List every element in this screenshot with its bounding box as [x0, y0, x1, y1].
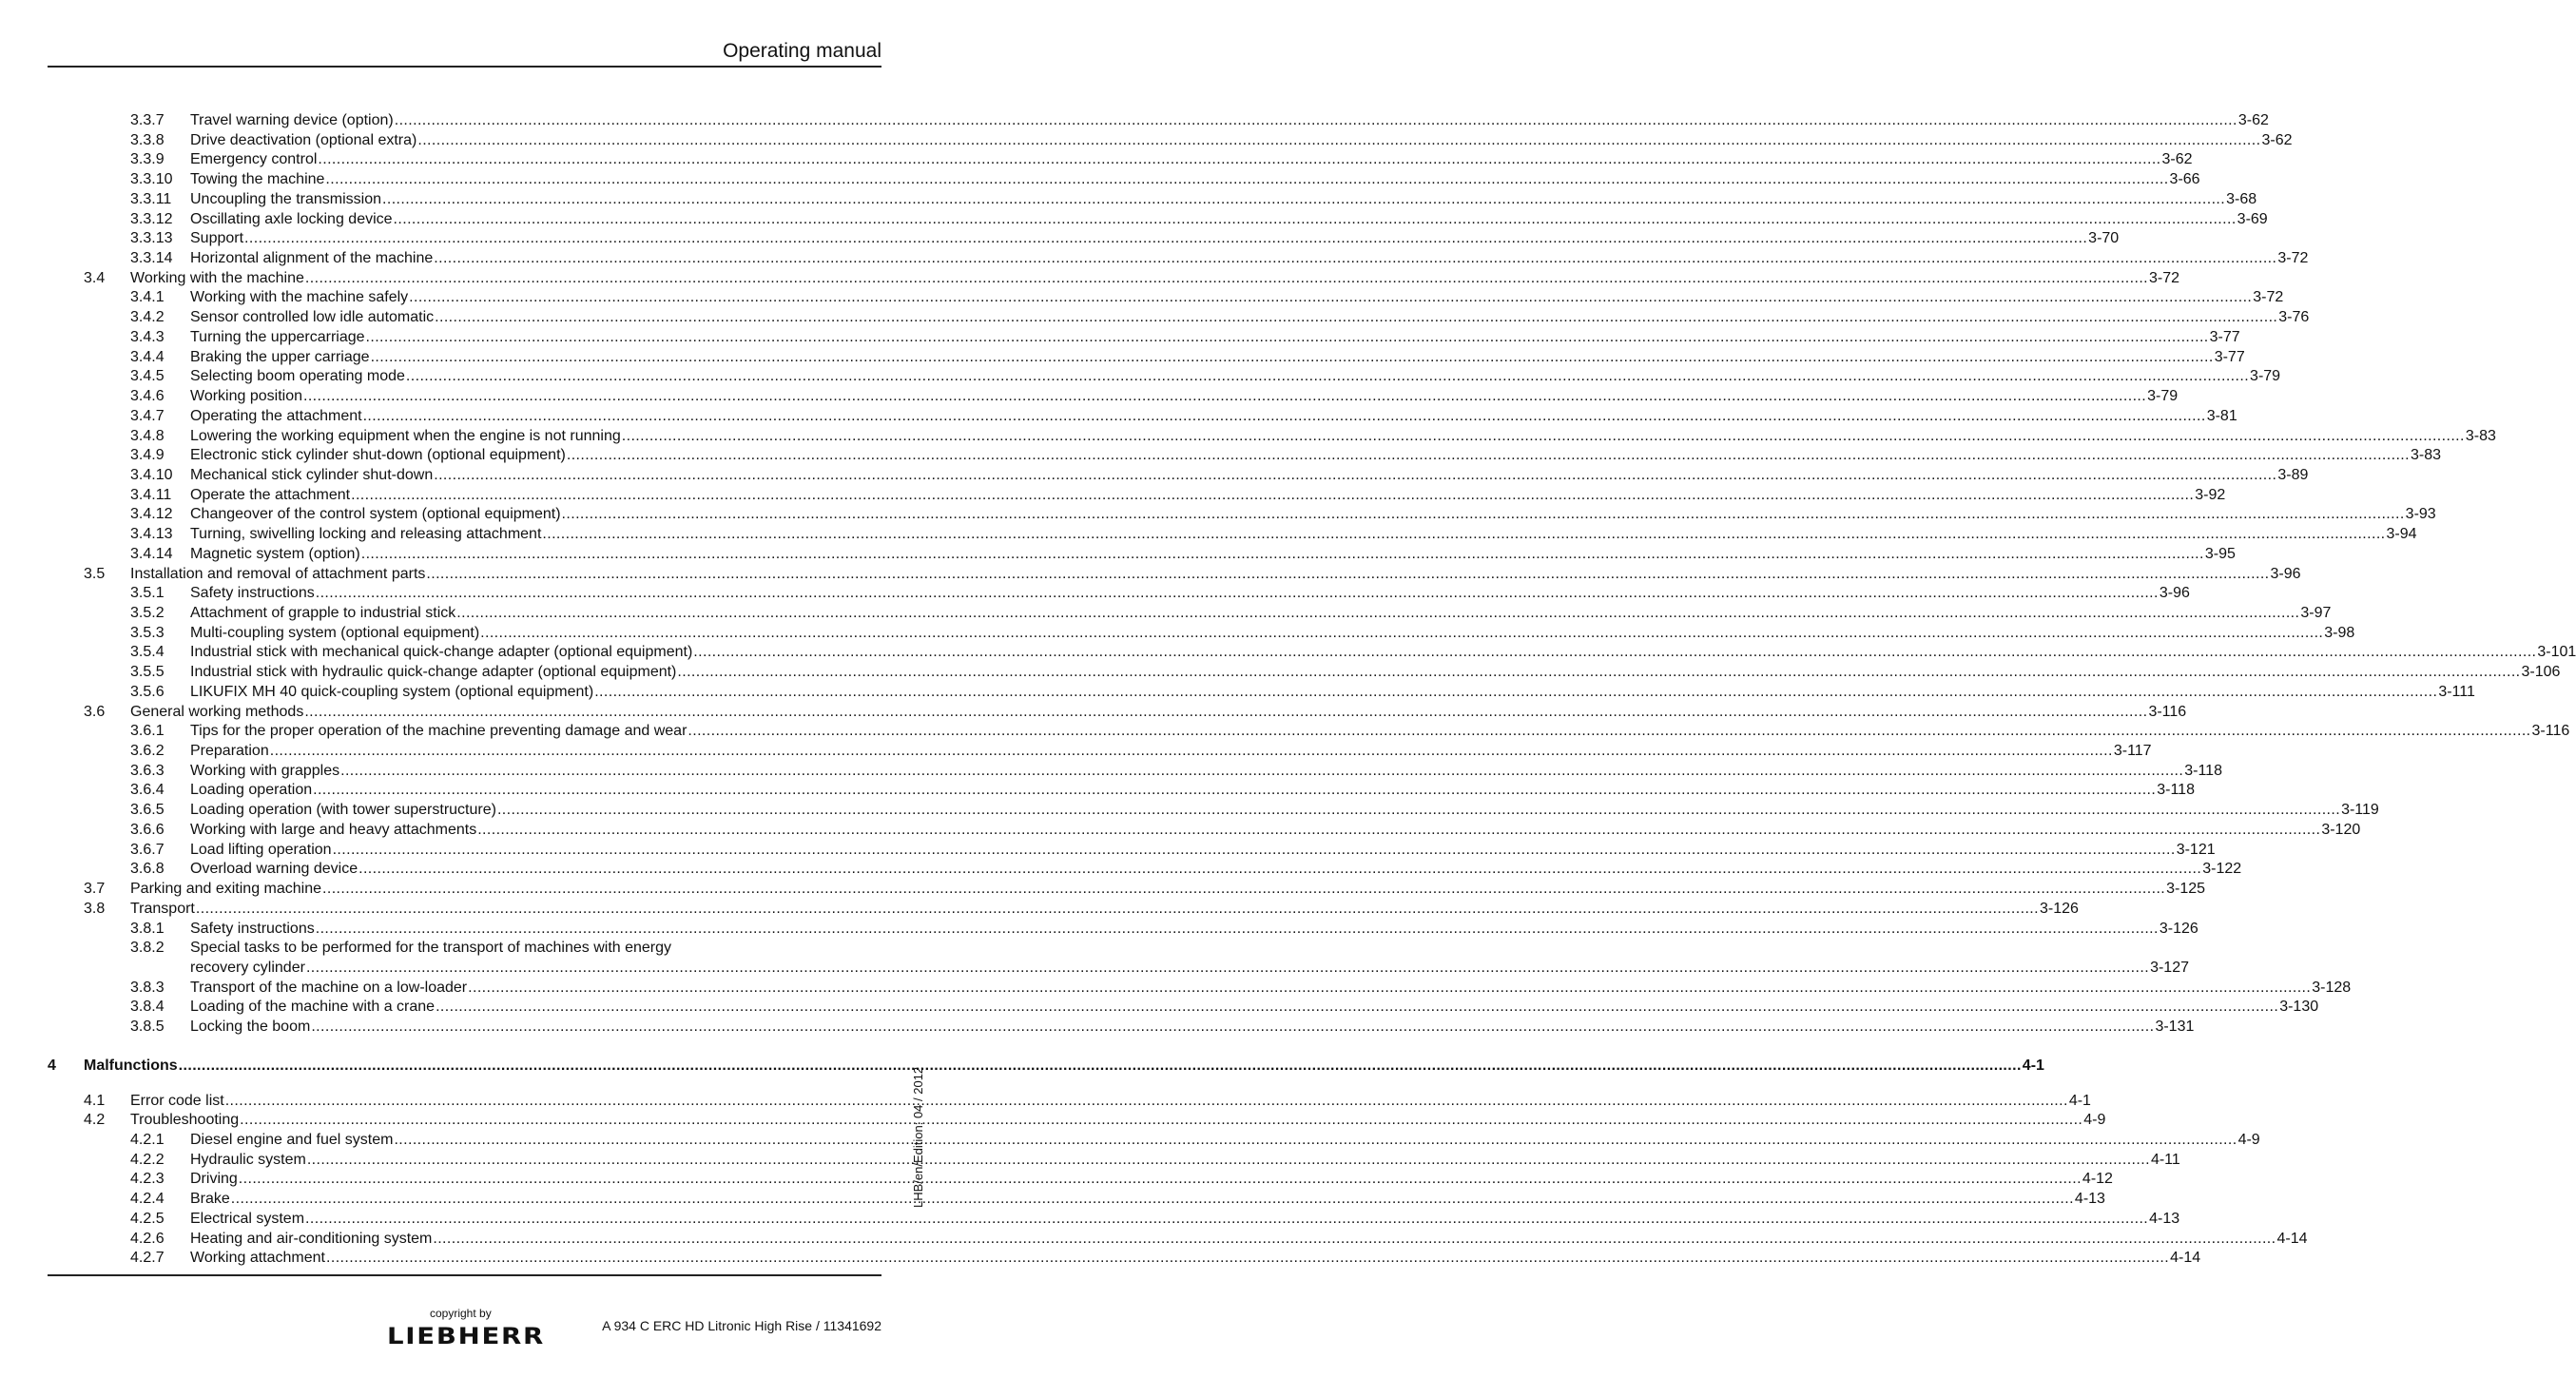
toc-page-number: 3-116	[2148, 703, 2187, 720]
toc-number: 3.6.5	[130, 802, 165, 819]
toc-entry[interactable]	[190, 722, 2570, 741]
toc-title: Lowering the working equipment when the engine is not running	[190, 427, 621, 444]
toc-title: Loading operation (with tower superstructure)	[190, 802, 496, 819]
toc-leader-dots: ................................................................................................................................................................................................................................................................................................................................................................................................................	[224, 1092, 2068, 1109]
toc-entry[interactable]	[190, 466, 2309, 485]
toc-page-number: 3-79	[2147, 388, 2179, 405]
toc-title: Sensor controlled low idle automatic	[190, 309, 435, 326]
toc-entry[interactable]	[190, 801, 2379, 820]
toc-leader-dots: ................................................................................................................................................................................................................................................................................................................................................................................................................	[417, 131, 2261, 148]
toc-leader-dots: ................................................................................................................................................................................................................................................................................................................................................................................................................	[436, 999, 2279, 1016]
toc-leader-dots: ................................................................................................................................................................................................................................................................................................................................................................................................................	[456, 605, 2300, 621]
toc-number: 3.4	[84, 269, 106, 286]
toc-page-number: 3-70	[2088, 230, 2120, 247]
toc-entry[interactable]	[190, 1210, 2180, 1229]
toc-page-number: 3-111	[2438, 683, 2475, 700]
toc-leader-dots: ................................................................................................................................................................................................................................................................................................................................................................................................................	[269, 743, 2113, 760]
toc-number: 3.4.12	[130, 506, 173, 523]
toc-page-number: 4-13	[2074, 1191, 2105, 1208]
toc-entry[interactable]	[190, 150, 2193, 169]
toc-leader-dots: ................................................................................................................................................................................................................................................................................................................................................................................................................	[434, 466, 2277, 483]
toc-number: 3.3.12	[130, 210, 173, 227]
toc-leader-dots: ................................................................................................................................................................................................................................................................................................................................................................................................................	[677, 664, 2521, 681]
toc-leader-dots: ................................................................................................................................................................................................................................................................................................................................................................................................................	[693, 644, 2537, 661]
toc-page-number: 3-83	[2465, 427, 2496, 444]
toc-entry[interactable]	[190, 998, 2319, 1017]
toc-leader-dots: ................................................................................................................................................................................................................................................................................................................................................................................................................	[315, 585, 2159, 602]
toc-leader-dots: ................................................................................................................................................................................................................................................................................................................................................................................................................	[305, 959, 2150, 976]
toc-leader-dots: ................................................................................................................................................................................................................................................................................................................................................................................................................	[362, 407, 2206, 424]
toc-page-number: 4-9	[2237, 1132, 2260, 1148]
toc-leader-dots: ................................................................................................................................................................................................................................................................................................................................................................................................................	[433, 1230, 2276, 1247]
toc-entry[interactable]	[130, 269, 2180, 288]
toc-page-number: 4-13	[2149, 1210, 2180, 1227]
toc-title: Working with the machine	[130, 269, 304, 286]
toc-leader-dots: ................................................................................................................................................................................................................................................................................................................................................................................................................	[311, 1019, 2155, 1036]
toc-entry[interactable]	[130, 880, 2206, 899]
toc-entry[interactable]	[130, 565, 2301, 584]
toc-entry[interactable]	[190, 762, 2222, 781]
toc-number: 3.4.9	[130, 447, 165, 464]
toc-leader-dots: ................................................................................................................................................................................................................................................................................................................................................................................................................	[315, 920, 2159, 937]
toc-number: 3.8.5	[130, 1019, 165, 1036]
toc-title: Oscillating axle locking device	[190, 210, 393, 227]
toc-title: Locking the boom	[190, 1019, 311, 1036]
toc-number: 3.3.11	[130, 190, 172, 207]
toc-page-number: 3-116	[2531, 723, 2570, 740]
toc-leader-dots: ................................................................................................................................................................................................................................................................................................................................................................................................................	[332, 841, 2176, 858]
toc-number: 4.1	[84, 1092, 106, 1109]
toc-number: 4	[48, 1057, 56, 1074]
toc-number: 3.4.6	[130, 388, 165, 405]
edition-label: LHB/en/Edition: 04 / 2012	[911, 1066, 925, 1208]
toc-entry[interactable]	[190, 604, 2332, 623]
toc-title: Transport of the machine on a low-loader	[190, 979, 468, 996]
toc-number: 3.6	[84, 703, 106, 720]
toc-page-number: 3-69	[2237, 210, 2268, 227]
toc-entry[interactable]	[190, 781, 2195, 800]
toc-title: Braking the upper carriage	[190, 348, 370, 365]
toc-title: Uncoupling the transmission	[190, 190, 381, 207]
toc-entry[interactable]	[190, 821, 2361, 840]
toc-title: Operating the attachment	[190, 407, 362, 424]
toc-page-number: 3-131	[2155, 1019, 2195, 1036]
toc-entry[interactable]	[190, 288, 2284, 307]
toc-entry[interactable]	[190, 1230, 2308, 1249]
toc-page-number: 3-68	[2226, 190, 2257, 207]
toc-title: Turning, swivelling locking and releasing attachment	[190, 526, 542, 543]
toc-entry[interactable]	[190, 190, 2257, 209]
toc-page-number: 3-62	[2237, 112, 2269, 128]
toc-title: Horizontal alignment of the machine	[190, 250, 434, 267]
toc-title: Parking and exiting machine	[130, 881, 322, 898]
toc-page-number: 3-76	[2278, 309, 2310, 326]
copyright-text: copyright by	[430, 1307, 492, 1320]
toc-title: Transport	[130, 900, 195, 917]
toc-entry[interactable]	[190, 525, 2417, 544]
toc-page-number: 3-66	[2169, 171, 2200, 188]
toc-number: 3.3.7	[130, 112, 165, 128]
toc-leader-dots: ................................................................................................................................................................................................................................................................................................................................................................................................................	[561, 506, 2405, 523]
toc-title: Malfunctions	[84, 1057, 178, 1074]
toc-title: Electrical system	[190, 1210, 305, 1227]
header-title: Operating manual	[723, 40, 881, 62]
toc-title-line: Special tasks to be performed for the transport of machines with energy	[190, 940, 672, 957]
toc-number: 3.4.7	[130, 407, 165, 424]
toc-leader-dots: ................................................................................................................................................................................................................................................................................................................................................................................................................	[230, 1191, 2074, 1208]
toc-title: Loading operation	[190, 782, 313, 799]
toc-number: 3.4.11	[130, 486, 172, 503]
toc-entry[interactable]	[190, 979, 2352, 998]
toc-number: 3.4.1	[130, 289, 165, 306]
toc-leader-dots: ................................................................................................................................................................................................................................................................................................................................................................................................................	[566, 447, 2410, 464]
toc-entry[interactable]	[130, 703, 2187, 722]
toc-leader-dots: ................................................................................................................................................................................................................................................................................................................................................................................................................	[195, 900, 2039, 917]
toc-page-number: 3-126	[2040, 900, 2079, 917]
toc-number: 3.6.4	[130, 782, 165, 799]
toc-title: Multi-coupling system (optional equipment)	[190, 624, 480, 641]
toc-leader-dots: ................................................................................................................................................................................................................................................................................................................................................................................................................	[393, 210, 2237, 227]
toc-page-number: 3-118	[2184, 762, 2222, 779]
toc-number: 3.4.13	[130, 526, 173, 543]
toc-page-number: 4-1	[2068, 1092, 2091, 1109]
toc-page-number: 3-62	[2161, 151, 2193, 168]
toc-number: 4.2.1	[130, 1132, 165, 1148]
toc-number: 3.8.2	[130, 940, 165, 957]
toc-leader-dots: ................................................................................................................................................................................................................................................................................................................................................................................................................	[434, 250, 2277, 267]
toc-leader-dots: ................................................................................................................................................................................................................................................................................................................................................................................................................	[304, 269, 2149, 286]
toc-page-number: 4-1	[2022, 1057, 2044, 1074]
toc-page-number: 4-12	[2082, 1171, 2113, 1188]
toc-title: Driving	[190, 1171, 238, 1188]
toc-entry[interactable]	[190, 584, 2190, 603]
toc-number: 3.4.5	[130, 368, 165, 385]
toc-page-number: 3-96	[2270, 565, 2301, 582]
toc-title: Error code list	[130, 1092, 224, 1109]
toc-leader-dots: ................................................................................................................................................................................................................................................................................................................................................................................................................	[340, 762, 2184, 779]
toc-number: 4.2.3	[130, 1171, 165, 1188]
toc-title: Attachment of grapple to industrial stick	[190, 605, 456, 621]
toc-entry[interactable]	[190, 1170, 2113, 1189]
toc-leader-dots: ................................................................................................................................................................................................................................................................................................................................................................................................................	[318, 151, 2161, 168]
toc-leader-dots: ................................................................................................................................................................................................................................................................................................................................................................................................................	[305, 1210, 2149, 1227]
toc-page-number: 3-106	[2521, 664, 2561, 681]
toc-title: Load lifting operation	[190, 841, 332, 858]
toc-page-number: 3-77	[2214, 348, 2245, 365]
toc-title: Hydraulic system	[190, 1151, 306, 1168]
toc-number: 3.5.1	[130, 585, 165, 602]
toc-entry[interactable]	[190, 742, 2152, 761]
toc-page-number: 3-122	[2202, 861, 2242, 878]
toc-leader-dots: ................................................................................................................................................................................................................................................................................................................................................................................................................	[313, 782, 2157, 799]
toc-leader-dots: ................................................................................................................................................................................................................................................................................................................................................................................................................	[435, 309, 2278, 326]
toc-page-number: 3-72	[2277, 250, 2309, 267]
toc-entry[interactable]	[190, 427, 2496, 446]
toc-page-number: 3-72	[2149, 269, 2180, 286]
toc-number: 4.2.2	[130, 1151, 165, 1168]
toc-entry[interactable]	[190, 1249, 2201, 1268]
toc-page-number: 4-14	[2170, 1250, 2201, 1267]
toc-entry[interactable]	[190, 111, 2269, 130]
toc-number: 3.5.6	[130, 683, 165, 700]
toc-entry[interactable]	[130, 1092, 2091, 1111]
toc-entry[interactable]	[190, 308, 2310, 327]
toc-page-number: 3-79	[2250, 368, 2281, 385]
toc-number: 3.5.4	[130, 644, 165, 661]
toc-number: 3.5.3	[130, 624, 165, 641]
toc-title: Safety instructions	[190, 585, 315, 602]
toc-number: 3.3.14	[130, 250, 173, 267]
toc-title: Operate the attachment	[190, 486, 351, 503]
toc-entry[interactable]	[190, 1131, 2260, 1150]
toc-leader-dots: ................................................................................................................................................................................................................................................................................................................................................................................................................	[426, 565, 2270, 582]
toc-title: Drive deactivation (optional extra)	[190, 131, 417, 148]
toc-entry[interactable]	[190, 328, 2240, 347]
toc-title: Loading of the machine with a crane	[190, 999, 436, 1016]
toc-leader-dots: ................................................................................................................................................................................................................................................................................................................................................................................................................	[240, 1112, 2083, 1129]
toc-entry[interactable]	[190, 486, 2226, 505]
toc-page-number: 3-96	[2159, 585, 2190, 602]
toc-page-number: 3-130	[2279, 999, 2319, 1016]
toc-leader-dots: ................................................................................................................................................................................................................................................................................................................................................................................................................	[178, 1057, 2022, 1074]
toc-entry[interactable]	[190, 860, 2242, 879]
toc-title: Turning the uppercarriage	[190, 328, 365, 345]
toc-entry[interactable]	[190, 210, 2268, 229]
toc-number: 3.6.1	[130, 723, 165, 740]
toc-number: 4.2.5	[130, 1210, 165, 1227]
toc-title: Working attachment	[190, 1250, 325, 1267]
toc-page-number: 4-9	[2083, 1112, 2106, 1129]
toc-page-number: 3-125	[2166, 881, 2206, 898]
toc-title: Preparation	[190, 743, 269, 760]
toc-leader-dots: ................................................................................................................................................................................................................................................................................................................................................................................................................	[238, 1171, 2082, 1188]
toc-leader-dots: ................................................................................................................................................................................................................................................................................................................................................................................................................	[477, 821, 2321, 838]
toc-number: 3.3.13	[130, 230, 173, 247]
toc-entry[interactable]	[190, 348, 2245, 367]
toc-title: General working methods	[130, 703, 304, 720]
toc-entry[interactable]	[190, 663, 2561, 682]
toc-leader-dots: ................................................................................................................................................................................................................................................................................................................................................................................................................	[542, 526, 2386, 543]
toc-entry[interactable]	[190, 446, 2442, 465]
toc-number: 3.3.9	[130, 151, 165, 168]
toc-title: Working with the machine safely	[190, 289, 409, 306]
toc-page-number: 3-98	[2324, 624, 2355, 641]
toc-number: 3.3.10	[130, 171, 173, 188]
toc-number: 3.6.7	[130, 841, 165, 858]
toc-number: 3.6.2	[130, 743, 165, 760]
toc-leader-dots: ................................................................................................................................................................................................................................................................................................................................................................................................................	[244, 230, 2088, 247]
toc-title: Support	[190, 230, 244, 247]
footer-rule	[48, 1274, 881, 1276]
toc-page-number: 3-118	[2157, 782, 2195, 799]
toc-title: Selecting boom operating mode	[190, 368, 405, 385]
toc-number: 3.8	[84, 900, 106, 917]
toc-leader-dots: ................................................................................................................................................................................................................................................................................................................................................................................................................	[306, 1151, 2150, 1168]
toc-page-number: 3-92	[2195, 486, 2226, 503]
toc-page-number: 3-81	[2206, 407, 2237, 424]
toc-page-number: 4-11	[2150, 1151, 2180, 1168]
toc-number: 4.2.4	[130, 1191, 165, 1208]
toc-page-number: 3-117	[2113, 743, 2152, 760]
toc-title: Emergency control	[190, 151, 318, 168]
toc-entry[interactable]	[190, 545, 2236, 564]
toc-title: Changeover of the control system (optional equipment)	[190, 506, 561, 523]
toc-number: 3.3.8	[130, 131, 165, 148]
toc-page-number: 3-83	[2410, 447, 2442, 464]
toc-title: Electronic stick cylinder shut-down (optional equipment)	[190, 447, 566, 464]
toc-leader-dots: ................................................................................................................................................................................................................................................................................................................................................................................................................	[370, 348, 2214, 365]
toc-number: 3.5	[84, 565, 106, 582]
toc-number: 3.4.4	[130, 348, 165, 365]
toc-leader-dots: ................................................................................................................................................................................................................................................................................................................................................................................................................	[621, 427, 2465, 444]
toc-page-number: 3-101	[2537, 644, 2576, 661]
toc-page-number: 3-97	[2300, 605, 2332, 621]
toc-title: Travel warning device (option)	[190, 112, 394, 128]
toc-leader-dots: ................................................................................................................................................................................................................................................................................................................................................................................................................	[496, 802, 2341, 819]
toc-leader-dots: ................................................................................................................................................................................................................................................................................................................................................................................................................	[322, 881, 2166, 898]
toc-number: 4.2	[84, 1112, 106, 1129]
toc-title: Industrial stick with hydraulic quick-change adapter (optional equipment)	[190, 664, 677, 681]
toc-entry[interactable]	[190, 1190, 2105, 1209]
toc-title: Working with large and heavy attachments	[190, 821, 477, 838]
toc-page-number: 3-127	[2150, 959, 2189, 976]
toc-title: Tips for the proper operation of the machine preventing damage and wear	[190, 723, 688, 740]
toc-title: Magnetic system (option)	[190, 545, 360, 562]
toc-number: 3.4.3	[130, 328, 165, 345]
toc-title: Installation and removal of attachment parts	[130, 565, 426, 582]
toc-number: 3.4.2	[130, 309, 165, 326]
toc-entry[interactable]	[190, 959, 2189, 978]
toc-entry[interactable]	[130, 900, 2079, 919]
toc-title: Troubleshooting	[130, 1112, 240, 1129]
toc-title: Working with grapples	[190, 762, 340, 779]
toc-leader-dots: ................................................................................................................................................................................................................................................................................................................................................................................................................	[688, 723, 2531, 740]
toc-number: 3.8.1	[130, 920, 165, 937]
model-text: A 934 C ERC HD Litronic High Rise / 11341692	[602, 1318, 881, 1333]
toc-number: 3.4.10	[130, 466, 173, 483]
toc-entry[interactable]	[190, 920, 2198, 939]
header-rule	[48, 66, 881, 68]
toc-number: 3.5.2	[130, 605, 165, 621]
toc-title: Working position	[190, 388, 302, 405]
toc-entry[interactable]	[190, 1018, 2195, 1037]
toc-title: recovery cylinder	[190, 959, 305, 976]
toc-leader-dots: ................................................................................................................................................................................................................................................................................................................................................................................................................	[594, 683, 2438, 700]
toc-number: 3.6.8	[130, 861, 165, 878]
toc-page-number: 3-119	[2341, 802, 2379, 819]
toc-title: Brake	[190, 1191, 230, 1208]
toc-leader-dots: ................................................................................................................................................................................................................................................................................................................................................................................................................	[382, 190, 2226, 207]
toc-page-number: 3-126	[2159, 920, 2198, 937]
toc-page-number: 3-95	[2204, 545, 2236, 562]
toc-entry[interactable]	[84, 1057, 2044, 1076]
toc-title: Diesel engine and fuel system	[190, 1132, 394, 1148]
toc-number: 4.2.6	[130, 1230, 165, 1247]
toc-leader-dots: ................................................................................................................................................................................................................................................................................................................................................................................................................	[304, 703, 2148, 720]
toc-leader-dots: ................................................................................................................................................................................................................................................................................................................................................................................................................	[394, 1132, 2237, 1148]
toc-leader-dots: ................................................................................................................................................................................................................................................................................................................................................................................................................	[351, 486, 2195, 503]
toc-title: Industrial stick with mechanical quick-change adapter (optional equipment)	[190, 644, 693, 661]
toc-number: 3.6.3	[130, 762, 165, 779]
toc-page-number: 3-94	[2386, 526, 2417, 543]
toc-page-number: 3-72	[2253, 289, 2284, 306]
toc-title: LIKUFIX MH 40 quick-coupling system (optional equipment)	[190, 683, 594, 700]
toc-leader-dots: ................................................................................................................................................................................................................................................................................................................................................................................................................	[358, 861, 2202, 878]
toc-leader-dots: ................................................................................................................................................................................................................................................................................................................................................................................................................	[394, 112, 2237, 128]
toc-leader-dots: ................................................................................................................................................................................................................................................................................................................................................................................................................	[405, 368, 2250, 385]
toc-entry[interactable]	[190, 841, 2216, 860]
toc-page-number: 4-14	[2276, 1230, 2308, 1247]
toc-entry[interactable]	[190, 229, 2120, 248]
toc-page-number: 3-121	[2176, 841, 2216, 858]
toc-number: 3.4.8	[130, 427, 165, 444]
toc-leader-dots: ................................................................................................................................................................................................................................................................................................................................................................................................................	[409, 289, 2253, 306]
toc-page-number: 3-93	[2405, 506, 2436, 523]
toc-entry[interactable]	[190, 131, 2293, 150]
toc-leader-dots: ................................................................................................................................................................................................................................................................................................................................................................................................................	[325, 171, 2169, 188]
toc-number: 3.7	[84, 881, 106, 898]
toc-entry[interactable]	[190, 683, 2475, 702]
toc-page-number: 3-128	[2312, 979, 2352, 996]
toc-entry[interactable]	[190, 643, 2576, 662]
toc-page-number: 3-89	[2277, 466, 2309, 483]
toc-leader-dots: ................................................................................................................................................................................................................................................................................................................................................................................................................	[326, 1250, 2170, 1267]
toc-entry[interactable]	[190, 624, 2355, 643]
toc-page-number: 3-120	[2321, 821, 2361, 838]
toc-number: 3.5.5	[130, 664, 165, 681]
toc-number: 3.8.4	[130, 999, 165, 1016]
toc-page-number: 3-62	[2261, 131, 2293, 148]
toc-leader-dots: ................................................................................................................................................................................................................................................................................................................................................................................................................	[365, 328, 2209, 345]
liebherr-logo: LIEBHERR	[387, 1323, 546, 1349]
toc-leader-dots: ................................................................................................................................................................................................................................................................................................................................................................................................................	[360, 545, 2204, 562]
toc-leader-dots: ................................................................................................................................................................................................................................................................................................................................................................................................................	[480, 624, 2324, 641]
toc-entry[interactable]	[190, 407, 2237, 426]
toc-entry[interactable]	[190, 505, 2436, 524]
toc-title: Safety instructions	[190, 920, 315, 937]
toc-title: Towing the machine	[190, 171, 325, 188]
toc-number: 4.2.7	[130, 1250, 165, 1267]
toc-number: 3.8.3	[130, 979, 165, 996]
toc-entry[interactable]	[190, 1151, 2180, 1170]
toc-number: 3.6.6	[130, 821, 165, 838]
toc-entry[interactable]	[190, 170, 2200, 189]
toc-leader-dots: ................................................................................................................................................................................................................................................................................................................................................................................................................	[302, 388, 2147, 405]
toc-entry[interactable]	[190, 249, 2309, 268]
toc-title: Heating and air-conditioning system	[190, 1230, 433, 1247]
toc-leader-dots: ................................................................................................................................................................................................................................................................................................................................................................................................................	[468, 979, 2312, 996]
toc-entry[interactable]	[190, 367, 2281, 386]
toc-entry[interactable]	[190, 387, 2179, 406]
toc-page-number: 3-77	[2209, 328, 2240, 345]
toc-entry[interactable]	[130, 1111, 2106, 1130]
toc-number: 3.4.14	[130, 545, 173, 562]
toc-title: Overload warning device	[190, 861, 358, 878]
toc-title: Mechanical stick cylinder shut-down	[190, 466, 434, 483]
